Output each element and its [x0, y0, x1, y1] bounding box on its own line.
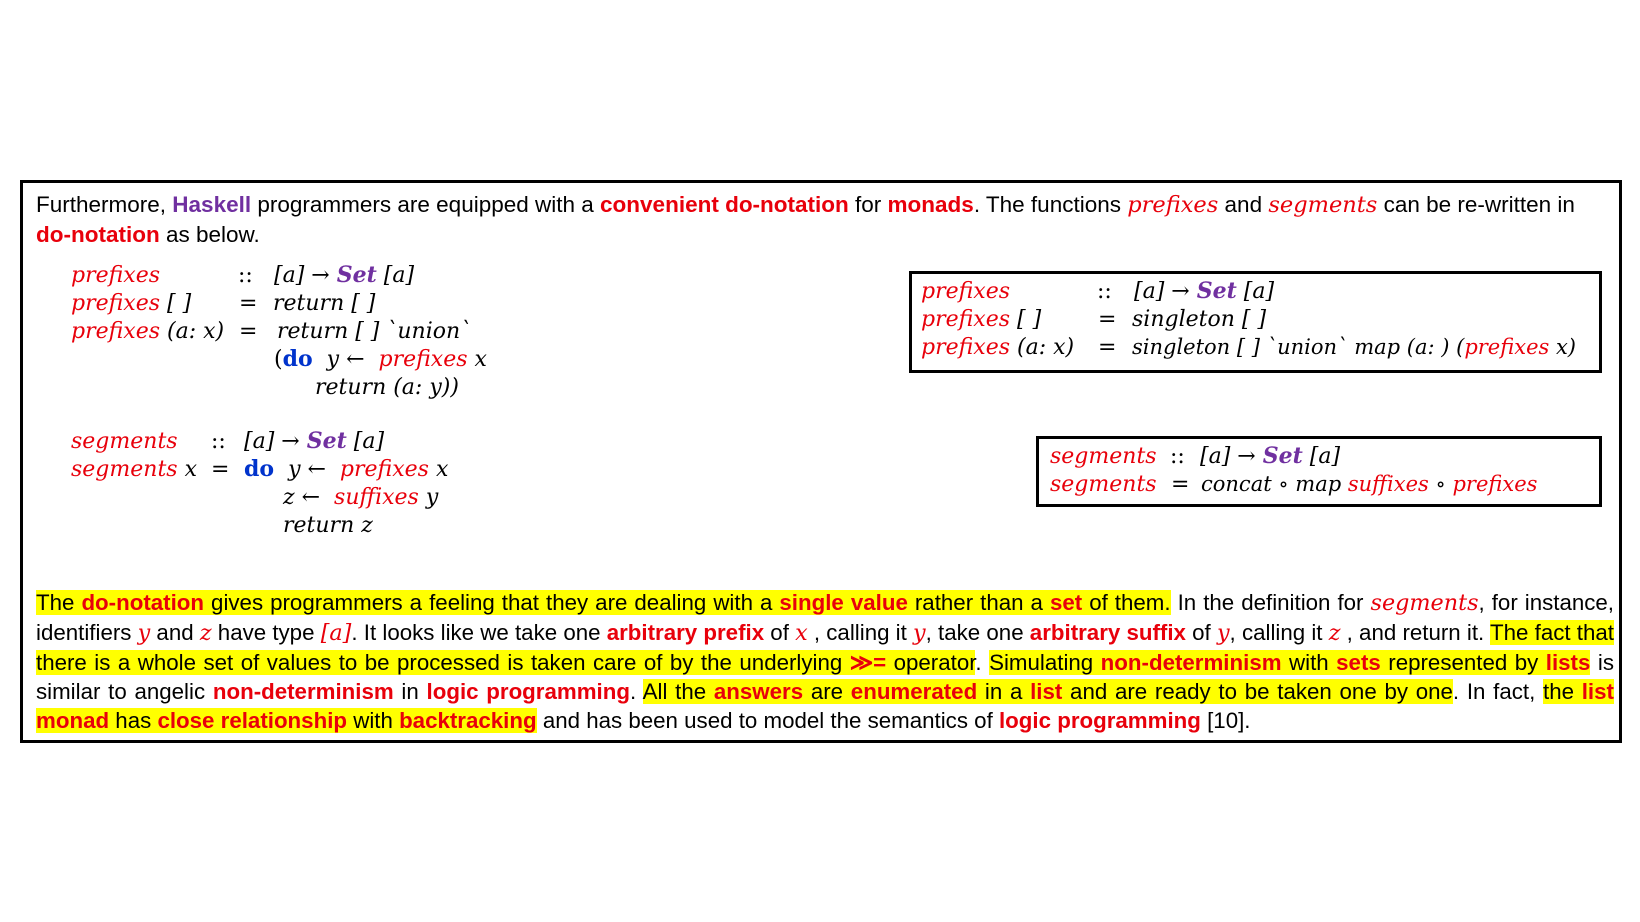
paragraph-text-run: . In fact, — [1452, 679, 1544, 704]
z-identifier: z — [199, 620, 212, 646]
paren: ( — [274, 347, 283, 372]
do-keyword: do — [282, 346, 313, 372]
arbitrary-prefix-keyword: arbitrary prefix — [606, 620, 765, 645]
expression: return [ ] — [273, 291, 376, 316]
code-line — [1170, 442, 1185, 471]
argument: x — [474, 347, 487, 372]
equals-sign: = — [1098, 335, 1117, 360]
list-monad-keyword: list monad — [36, 679, 1614, 733]
expression: x) — [1555, 335, 1577, 359]
equals-sign: = — [239, 291, 258, 316]
function-name: prefixes — [71, 319, 161, 344]
paragraph-text-run: . It looks like we take one — [351, 620, 607, 645]
code-line — [211, 455, 229, 484]
y-identifier: y — [913, 620, 926, 646]
paragraph-text-run: All the — [642, 679, 714, 704]
function-name: prefixes — [921, 307, 1011, 332]
paragraph-text-run: represented by — [1380, 650, 1546, 675]
expression: return [ ] `union` — [277, 319, 472, 344]
do-notation-keyword: do-notation — [81, 590, 205, 615]
paragraph-text-run: The fact that there is a whole set of values to be processed is taken care of by the underlying — [36, 620, 1614, 675]
code-line — [921, 333, 1074, 362]
function-name: prefixes — [921, 335, 1011, 360]
argument: (a: x) — [167, 319, 225, 344]
expression: concat ∘ map — [1201, 472, 1342, 496]
single-value-keyword: single value — [779, 590, 908, 615]
paragraph-text-run: with — [347, 708, 400, 733]
argument: y — [425, 485, 439, 510]
paragraph-text-run: , calling it — [807, 620, 914, 645]
non-determinism-keyword: non-determinism — [212, 679, 394, 704]
paragraph-text-run: gives programmers a feeling that they are dealing with a — [204, 590, 780, 615]
intro-text-run: . The functions — [973, 192, 1128, 217]
paragraph-text-run: and — [150, 620, 200, 645]
code-line — [1171, 470, 1189, 499]
code-line — [273, 289, 375, 318]
paragraph-text-run: with — [1281, 650, 1337, 675]
code-line — [1050, 470, 1157, 499]
paragraph-text-run: are — [803, 679, 851, 704]
paragraph-text-run: of — [764, 620, 796, 645]
prefixes-identifier: prefixes — [1127, 192, 1219, 218]
explanation-paragraph — [36, 588, 1614, 735]
lists-keyword: lists — [1545, 650, 1591, 675]
code-line — [274, 345, 487, 374]
paragraph-text-run: , take one — [925, 620, 1030, 645]
code-line — [1132, 333, 1576, 362]
return-expr: return (a: y)) — [315, 375, 459, 400]
paragraph-text-run: The — [36, 590, 82, 615]
haskell-keyword: Haskell — [172, 192, 252, 217]
code-line — [1098, 305, 1116, 334]
function-name: segments — [71, 457, 178, 482]
type-colons: :: — [1097, 279, 1112, 304]
bind-expr: z ← — [283, 485, 321, 510]
code-line — [283, 483, 438, 512]
code-line — [1097, 277, 1112, 306]
segments-identifier: segments — [1370, 590, 1479, 616]
set-keyword: set — [1049, 590, 1083, 615]
function-name: prefixes — [1452, 472, 1538, 496]
logic-programming-keyword: logic programming — [998, 708, 1201, 733]
type-text: [a] — [383, 263, 415, 288]
type-text: [a] — [1243, 279, 1275, 304]
function-name: prefixes — [378, 347, 468, 372]
function-name: suffixes — [1347, 472, 1429, 496]
type-colons: :: — [1170, 444, 1185, 469]
code-line — [274, 261, 414, 290]
argument: [ ] — [167, 291, 192, 316]
paragraph-text-run: operator — [886, 650, 976, 675]
type-text: [a] → — [244, 429, 300, 454]
code-line — [921, 305, 1041, 334]
type-colons: :: — [211, 429, 226, 454]
set-type: Set — [306, 428, 347, 454]
code-line — [283, 511, 373, 540]
argument: x — [184, 457, 197, 482]
return-expr: return z — [283, 513, 373, 538]
monads-keyword: monads — [887, 192, 974, 217]
content-panel — [20, 180, 1622, 743]
bind-expr: y ← — [326, 347, 365, 372]
function-name: segments — [71, 429, 178, 454]
paragraph-text-run: has — [109, 708, 158, 733]
code-line — [244, 455, 448, 484]
paragraph-text-run: . — [629, 679, 643, 704]
equals-sign: = — [1171, 472, 1190, 497]
y-identifier: y — [1216, 620, 1230, 646]
intro-text — [36, 190, 1614, 249]
function-name: prefixes — [71, 263, 161, 288]
argument: x — [435, 457, 449, 482]
code-line — [244, 427, 384, 456]
paragraph-text-run: and are ready to be taken one by one — [1062, 679, 1453, 704]
intro-text-run: as below. — [159, 222, 260, 247]
code-line — [71, 317, 224, 346]
code-line — [239, 289, 257, 318]
code-line — [71, 455, 197, 484]
type-colons: :: — [238, 263, 253, 288]
paragraph-text-run: in a — [977, 679, 1031, 704]
code-line — [238, 261, 253, 290]
paragraph-text-run: of them. — [1082, 590, 1171, 615]
paragraph-text-run: and has been used to model the semantics of — [536, 708, 999, 733]
equals-sign: = — [211, 457, 230, 482]
z-identifier: z — [1328, 620, 1341, 646]
paragraph-text-run: is similar to angelic — [36, 650, 1614, 704]
code-line — [211, 427, 226, 456]
answers-keyword: answers — [713, 679, 804, 704]
intro-text-run: Furthermore, — [36, 192, 173, 217]
expression: singleton [ ] — [1132, 307, 1267, 332]
paragraph-text-run: in — [393, 679, 427, 704]
backtracking-keyword: backtracking — [399, 708, 537, 733]
set-type: Set — [1196, 278, 1237, 304]
bind-expr: y ← — [288, 457, 326, 482]
code-line — [71, 261, 160, 290]
arbitrary-suffix-keyword: arbitrary suffix — [1029, 620, 1186, 645]
type-text: [a] → — [274, 263, 330, 288]
list-type: [a] — [320, 620, 352, 646]
function-name: prefixes — [1464, 335, 1550, 359]
logic-programming-keyword: logic programming — [426, 679, 630, 704]
type-text: [a] → — [1134, 279, 1190, 304]
highlighted-sentence — [643, 679, 1453, 704]
paragraph-text-run: , calling it — [1229, 620, 1329, 645]
function-name: prefixes — [71, 291, 161, 316]
type-text: [a] — [353, 429, 385, 454]
code-box-segments — [1036, 436, 1602, 507]
do-notation-keyword: do-notation — [36, 222, 160, 247]
argument: (a: x) — [1017, 335, 1075, 360]
do-keyword: do — [244, 456, 275, 482]
code-line — [921, 277, 1010, 306]
paragraph-text-run: rather than a — [907, 590, 1050, 615]
citation: [10]. — [1200, 708, 1251, 733]
non-determinism-keyword: non-determinism — [1100, 650, 1282, 675]
bind-operator: ≫= — [849, 650, 887, 675]
list-keyword: list — [1030, 679, 1063, 704]
code-box-prefixes — [909, 271, 1602, 373]
code-line — [1132, 305, 1266, 334]
code-line — [1050, 442, 1157, 471]
type-text: [a] → — [1200, 444, 1256, 469]
function-name: suffixes — [334, 485, 419, 510]
set-type: Set — [1262, 443, 1303, 469]
paragraph-text-run: , for instance, identifiers — [36, 590, 1614, 645]
function-name: prefixes — [339, 457, 429, 482]
segments-identifier: segments — [1268, 192, 1378, 218]
intro-text-run: and — [1218, 192, 1269, 217]
code-line — [71, 289, 191, 318]
x-identifier: x — [795, 620, 808, 646]
function-name: segments — [1050, 444, 1157, 469]
set-type: Set — [336, 262, 377, 288]
paragraph-text-run: of — [1185, 620, 1217, 645]
function-name: prefixes — [921, 279, 1011, 304]
code-line — [71, 427, 178, 456]
paragraph-text-run: In the definition for — [1170, 590, 1371, 615]
convenient-do-notation-keyword: convenient do-notation — [600, 192, 849, 217]
code-line — [1201, 470, 1537, 499]
close-relationship-keyword: close relationship — [157, 708, 348, 733]
paragraph-text-run: have type — [211, 620, 321, 645]
code-line — [315, 373, 459, 402]
intro-text-run: can be re-written in — [1377, 192, 1575, 217]
paragraph-text-run: the — [1543, 679, 1582, 704]
sets-keyword: sets — [1336, 650, 1381, 675]
paragraph-text-run: , and return it. — [1340, 620, 1491, 645]
intro-text-run: programmers are equipped with a — [251, 192, 601, 217]
code-line — [1098, 333, 1116, 362]
highlighted-sentence — [36, 590, 1171, 615]
paragraph-text-run: Simulating — [989, 650, 1101, 675]
y-identifier: y — [137, 620, 151, 646]
type-text: [a] — [1309, 444, 1341, 469]
equals-sign: = — [239, 319, 258, 344]
highlighted-sentence — [989, 650, 1590, 675]
intro-text-run: for — [848, 192, 888, 217]
compose-operator: ∘ — [1435, 472, 1446, 496]
paragraph-text-run: . — [975, 650, 990, 675]
code-line — [1200, 442, 1340, 471]
equals-sign: = — [1098, 307, 1117, 332]
code-line — [277, 317, 471, 346]
expression: singleton [ ] `union` map (a: ) ( — [1132, 335, 1465, 359]
code-line — [1134, 277, 1274, 306]
code-line — [239, 317, 257, 346]
function-name: segments — [1050, 472, 1157, 497]
argument: [ ] — [1017, 307, 1042, 332]
enumerated-keyword: enumerated — [850, 679, 978, 704]
